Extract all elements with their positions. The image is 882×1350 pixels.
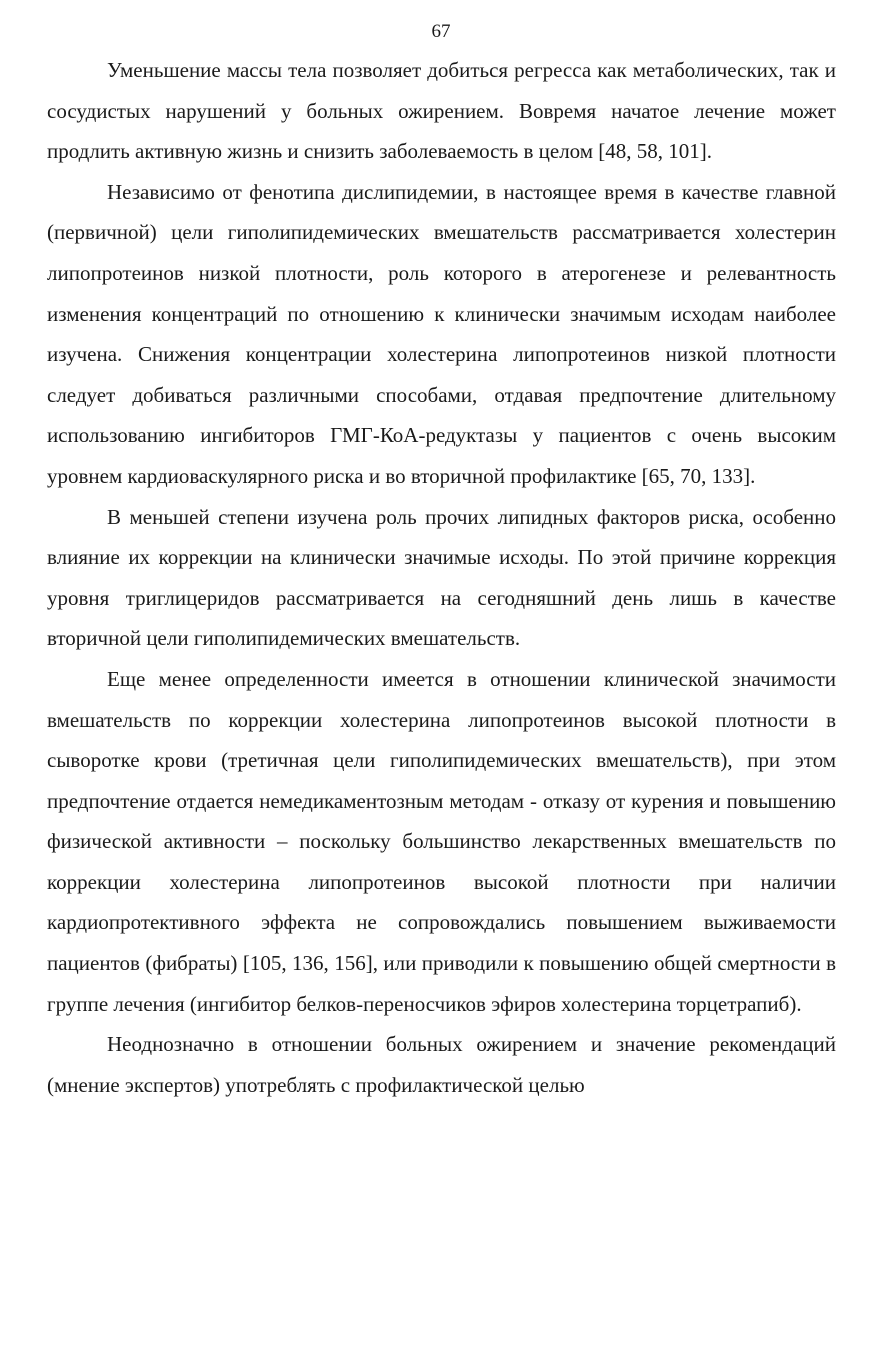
page-number: 67 [431,21,451,42]
paragraph-5: Неоднозначно в отношении больных ожирением и значение рекомендаций (мнение экспертов) употреблять с профилактической целью [47,1032,836,1097]
paragraph-1: Уменьшение массы тела позволяет добиться регресса как метаболических, так и сосудистых нарушений у больных ожирением. Вовремя начатое лечение может продлить активную жизнь и снизить заболеваемость в целом [48, 58, 101]. [47,58,836,164]
paragraph-4: Еще менее определенности имеется в отношении клинической значимости вмешательств по коррекции холестерина липопротеинов высокой плотности в сыворотке крови (третичная цели гиполипидемических вмешательств), при этом предпочтение отдается немедикаментозным методам - отказу от курения и повышению физической активности – поскольку большинство лекарственных вмешательств по коррекции холестерина липопротеинов высокой плотности при наличии кардиопротективного эффекта не сопровождались повышением выживаемости пациентов (фибраты) [105, 136, 156], или приводили к повышению общей смертности в группе лечения (ингибитор белков-переносчиков эфиров холестерина торцетрапиб). [47,666,836,1016]
paragraph-2: Независимо от фенотипа дислипидемии, в настоящее время в качестве главной (первичной) цели гиполипидемических вмешательств рассматривается холестерин липопротеинов низкой плотности, роль которого в атерогенезе и релевантность изменения концентраций по отношению к клинически значимым исходам наиболее изучена. Снижения концентрации холестерина липопротеинов низкой плотности следует добиваться различными способами, отдавая предпочтение длительному использованию ингибиторов ГМГ-КоА-редуктазы у пациентов с очень высоким уровнем кардиоваскулярного риска и во вторичной профилактике [65, 70, 133]. [47,179,836,488]
paragraph-3: В меньшей степени изучена роль прочих липидных факторов риска, особенно влияние их коррекции на клинически значимые исходы. По этой причине коррекция уровня триглицеридов рассматривается на сегодняшний день лишь в качестве вторичной цели гиполипидемических вмешательств. [47,504,836,651]
body-text [47,50,836,1105]
